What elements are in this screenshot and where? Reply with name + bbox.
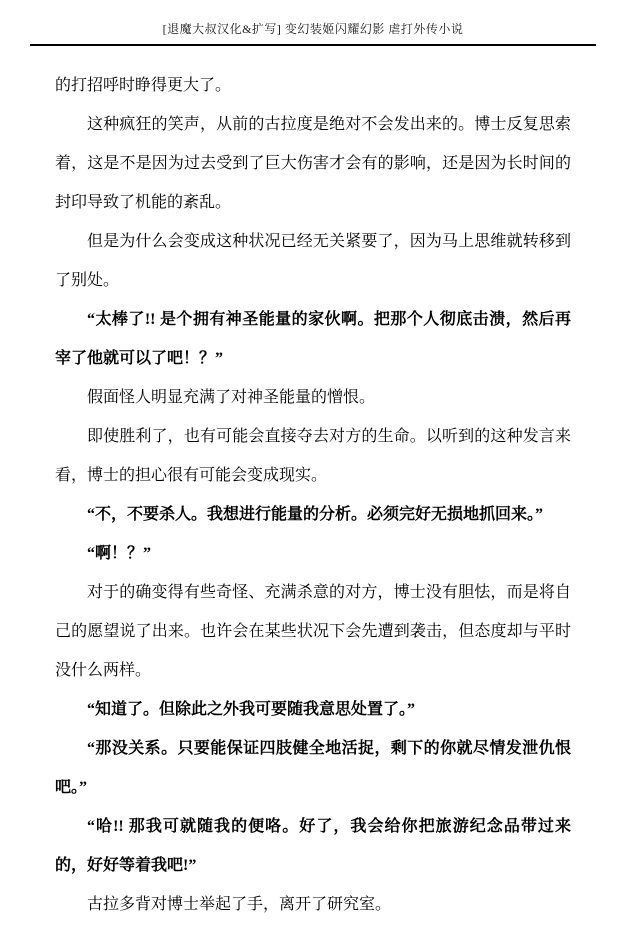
novel-paragraph: 假面怪人明显充满了对神圣能量的憎恨。 [87,389,376,406]
header-divider [30,44,596,46]
document-body [55,66,571,924]
novel-paragraph: 对于的确变得有些奇怪、充满杀意的对方，博士没有胆怯，而是将自己的愿望说了出来。也许会在某些状况下会先遭到袭击，但态度却与平时没什么两样。 [55,584,571,679]
dialogue-paragraph: “啊！？” [87,545,152,562]
dialogue-paragraph: “太棒了!! 是个拥有神圣能量的家伙啊。把那个人彻底击溃，然后再宰了他就可以了吧！？” [55,311,571,367]
dialogue-paragraph: “哈!! 那我可就随我的便咯。好了，我会给你把旅游纪念品带过来的，好好等着我吧!” [55,818,571,874]
novel-paragraph: 但是为什么会变成这种状况已经无关紧要了，因为马上思维就转移到了别处。 [55,233,571,289]
novel-paragraph: 这种疯狂的笑声，从前的古拉度是绝对不会发出来的。博士反复思索着，这是不是因为过去受到了巨大伤害才会有的影响，还是因为长时间的封印导致了机能的紊乱。 [55,116,571,211]
document-title: [退魔大叔汉化&扩写] 变幻装姬闪耀幻影 虐打外传小说 [162,22,464,36]
dialogue-paragraph: “知道了。但除此之外我可要随我意思处置了。” [87,701,416,718]
page-header [30,22,596,37]
dialogue-paragraph: “不，不要杀人。我想进行能量的分析。必须完好无损地抓回来。” [87,506,544,523]
dialogue-paragraph: “那没关系。只要能保证四肢健全地活捉，剩下的你就尽情发泄仇恨吧。” [55,740,571,796]
novel-paragraph: 古拉多背对博士举起了手，离开了研究室。 [87,896,392,913]
novel-paragraph: 的打招呼时睁得更大了。 [55,77,232,94]
novel-paragraph: 即使胜利了，也有可能会直接夺去对方的生命。以听到的这种发言来看，博士的担心很有可能会变成现实。 [55,428,571,484]
